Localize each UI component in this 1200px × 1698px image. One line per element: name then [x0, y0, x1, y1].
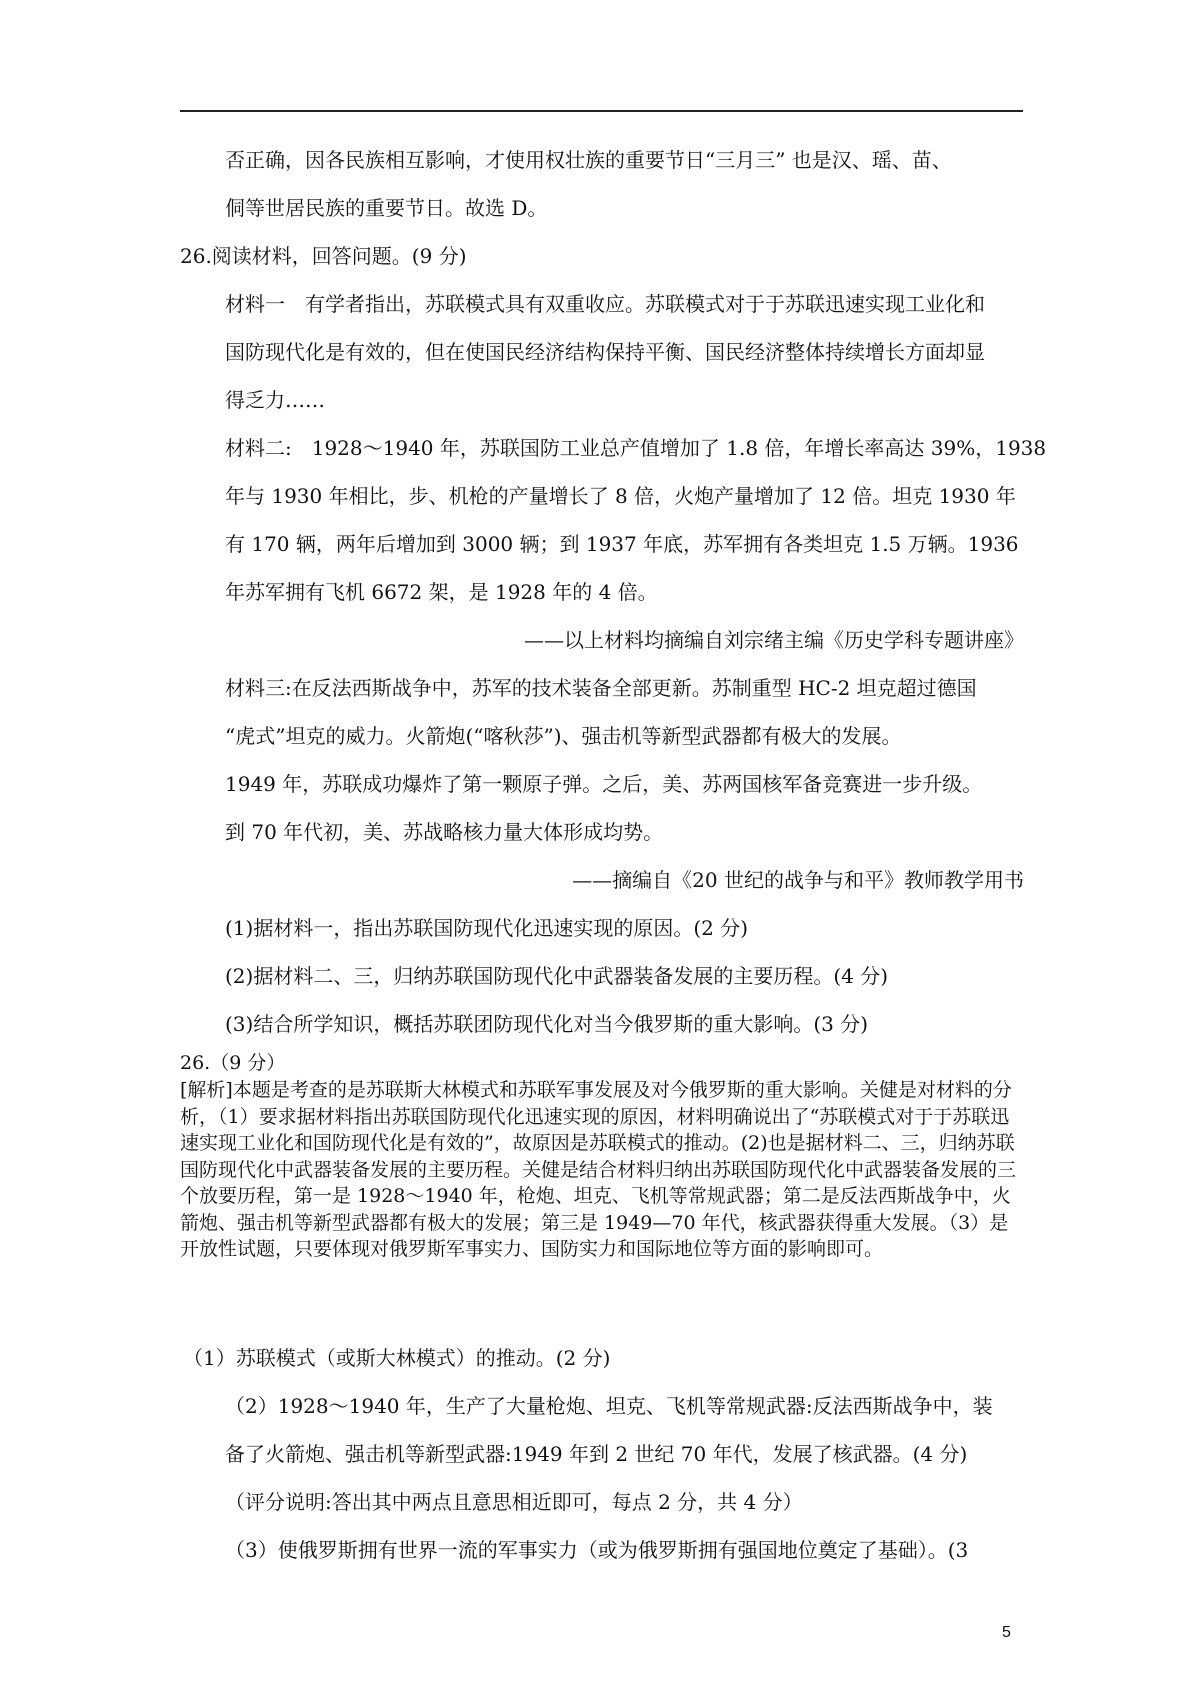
scoring-note: （评分说明:答出其中两点且意思相近即可，每点 2 分，共 4 分） — [225, 1490, 803, 1514]
prev-explanation-line-2: 侗等世居民族的重要节日。故选 D。 — [225, 196, 548, 220]
material1-line-3: 得乏力…… — [225, 388, 325, 412]
material3-line-1: 材料三:在反法西斯战争中，苏军的技术装备全部更新。苏制重型 HC-2 坦克超过德国 — [225, 676, 977, 700]
question-title: 26.阅读材料，回答问题。(9 分) — [180, 244, 467, 268]
material2-source: ——以上材料均摘编自刘宗绪主编《历史学科专题讲座》 — [524, 628, 1024, 652]
material2-line-1: 材料二: 1928～1940 年，苏联国防工业总产值增加了 1.8 倍，年增长率高达 39%，1938 — [225, 436, 1047, 460]
material2-line-4: 年苏军拥有飞机 6672 架，是 1928 年的 4 倍。 — [225, 580, 658, 604]
material3-line-3: 1949 年，苏联成功爆炸了第一颗原子弹。之后，美、苏两国核军备竞赛进一步升级。 — [225, 772, 983, 796]
material2-line-2: 年与 1930 年相比，步、机枪的产量增长了 8 倍，火炮产量增加了 12 倍。坦克 1930 年 — [225, 484, 1016, 508]
material2-line-3: 有 170 辆，两年后增加到 3000 辆；到 1937 年底，苏军拥有各类坦克 1.5 万辆。1936 — [225, 532, 1019, 556]
material3-line-2: “虎式”坦克的威力。火箭炮(“喀秋莎”)、强击机等新型武器都有极大的发展。 — [225, 724, 902, 748]
answer-header: 26.（9 分） — [180, 1052, 286, 1074]
prev-explanation-line-1: 否正确，因各民族相互影响，才使用权壮族的重要节日“三月三” 也是汉、瑶、苗、 — [225, 148, 952, 172]
sub-question-3: (3)结合所学知识，概括苏联团防现代化对当今俄罗斯的重大影响。(3 分) — [225, 1012, 869, 1036]
sub-question-1: (1)据材料一，指出苏联国防现代化迅速实现的原因。(2 分) — [225, 916, 749, 940]
material1-line-1: 材料一 有学者指出，苏联模式具有双重收应。苏联模式对于于苏联迅速实现工业化和 — [225, 292, 985, 316]
answer-3: （3）使俄罗斯拥有世界一流的军事实力（或为俄罗斯拥有强国地位奠定了基础）。(3 — [225, 1538, 969, 1562]
header-rule — [180, 110, 1023, 112]
sub-question-2: (2)据材料二、三，归纳苏联国防现代化中武器装备发展的主要历程。(4 分) — [225, 964, 889, 988]
material3-line-4: 到 70 年代初，美、苏战略核力量大体形成均势。 — [225, 820, 664, 844]
answer-2-line-2: 备了火箭炮、强击机等新型武器:1949 年到 2 世纪 70 年代，发展了核武器。(4 分) — [225, 1442, 968, 1466]
material1-line-2: 国防现代化是有效的，但在使国民经济结构保持平衡、国民经济整体持续增长方面却显 — [225, 340, 985, 364]
page-number: 5 — [1002, 1624, 1011, 1641]
answer-analysis: [解析]本题是考查的是苏联斯大林模式和苏联军事发展及对今俄罗斯的重大影响。关健是对材料的分析，（1）要求据材料指出苏联国防现代化迅速实现的原因，材料明确说出了“苏联模式对于于苏联迅速实现工业化和国防现代化是有效的”，故原因是苏联模式的推动。(2)也是据材料二、三，归纳苏联国防现代化中武器装备发展的主要历程。关健是结合材料归纳出苏联国防现代化中武器装备发展的三个放要历程，第一是 1928～1940 年，枪炮、坦克、飞机等常规武器；第二是反法西斯战争中，火箭炮、强击机等新型武器都有极大的发展；第三是 1949—70 年代，核武器获得重大发展。（3）是开放性试题，只要体现对俄罗斯军事实力、国防实力和国际地位等方面的影响即可。 — [180, 1079, 1017, 1260]
answer-1: （1）苏联模式（或斯大林模式）的推动。(2 分) — [183, 1346, 611, 1370]
material3-source: ——摘编自《20 世纪的战争与和平》教师教学用书 — [572, 868, 1024, 892]
answer-2-line-1: （2）1928～1940 年，生产了大量枪炮、坦克、飞机等常规武器:反法西斯战争中，装 — [225, 1394, 993, 1418]
